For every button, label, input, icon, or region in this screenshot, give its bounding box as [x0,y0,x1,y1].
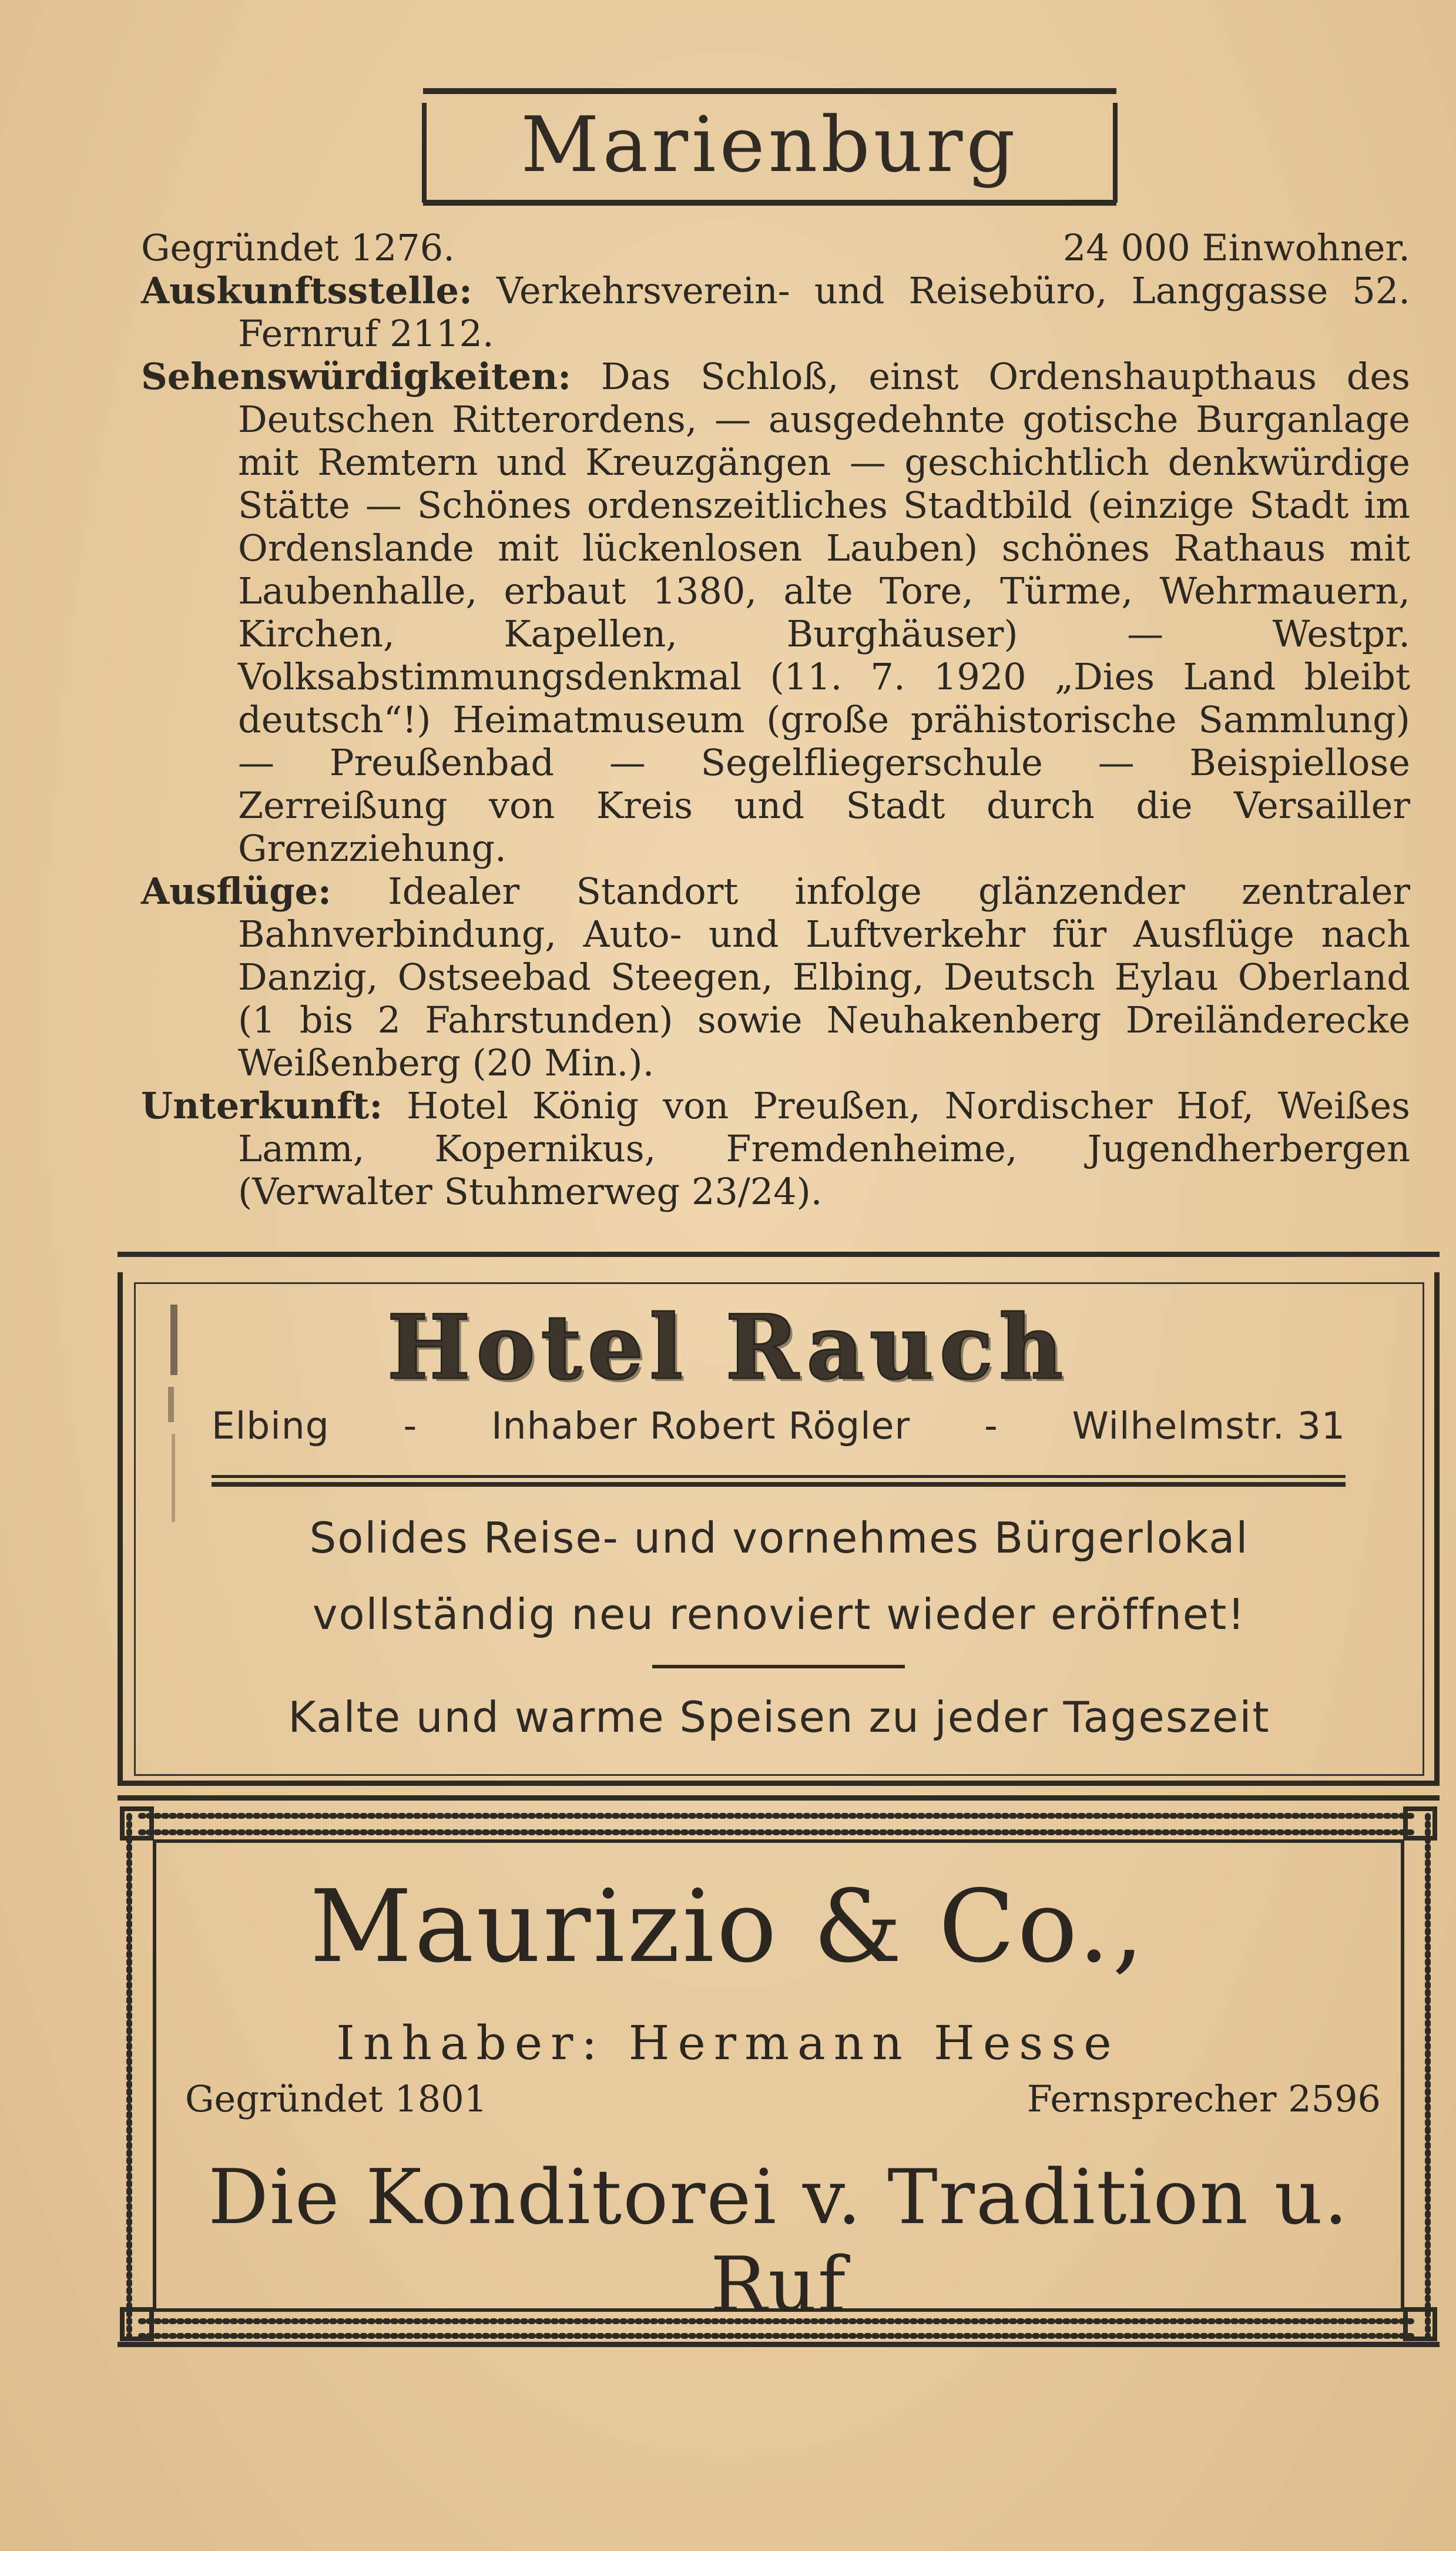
info-entry-auskunft [141,269,1410,355]
sights-label: Sehenswürdigkeiten: [141,355,572,398]
maurizio-name: Maurizio & Co., [310,1869,1146,1985]
hotel-address: Wilhelmstr. 31 [1072,1404,1346,1447]
info-entry-lodging [141,1084,1410,1213]
hotel-ad-bottom-rule [118,1781,1440,1786]
hotel-tagline-2: vollständig neu renoviert wieder eröffnet! [312,1590,1246,1639]
maurizio-outer-top-rule [118,1795,1440,1801]
maurizio-owner: Inhaber: Hermann Hesse [336,2016,1120,2070]
hotel-city: Elbing [212,1404,330,1447]
title-frame [423,88,1116,206]
page-title: Marienburg [521,100,1019,189]
population-text: 24 000 Einwohner. [1062,226,1410,269]
hotel-divider-thin [212,1475,1346,1478]
hotel-ad-top-rule [118,1252,1440,1257]
maurizio-slogan: Die Konditorei v. Tradition u. Ruf [208,2154,1349,2329]
maurizio-inner-top-rule [153,1839,1404,1843]
lodging-label: Unterkunft: [141,1084,383,1127]
trips-text: Idealer Standort infolge glänzender zentraler Bahnverbindung, Auto- und Luftverkehr für Ausflüge nach Danzig, Ostseebad Steegen, Elbing, Deutsch Eylau Oberland (1 bis 2 Fahrstunden) sowie Neuhakenberg Dreiländerecke Weißenberg (20 Min.). [238,870,1410,1084]
hotel-owner: Inhaber Robert Rögler [491,1404,911,1447]
auskunft-label: Auskunftsstelle: [141,269,472,312]
hotel-name: Hotel Rauch [387,1296,1069,1399]
city-info [141,226,1410,1213]
founding-row [141,226,1410,269]
info-entry-trips [141,870,1410,1084]
maurizio-outer-bottom-rule [118,2342,1440,2347]
maurizio-phone: Fernsprecher 2596 [1026,2077,1381,2120]
founded-text: Gegründet 1276. [141,226,455,269]
maurizio-founded: Gegründet 1801 [185,2077,488,2120]
sights-text: Das Schloß, einst Ordenshaupthaus des Deutschen Ritterordens, — ausgedehnte gotische Burganlage mit Remtern und Kreuzgängen — geschichtlich denkwürdige Stätte — Schönes ordenszeitliches Stadtbild (einzige Stadt im Ordenslande mit lückenlosen Lauben) schönes Rathaus mit Laubenhalle, erbaut 1380, alte Tore, Türme, Wehrmauern, Kirchen, Kapellen, Burghäuser) — Westpr. Volksabstimmungsdenkmal (11. 7. 1920 „Dies Land bleibt deutsch“!) Heimatmuseum (große prähistorische Sammlung) — Preußenbad — Segelfliegerschule — Beispiellose Zerreißung von Kreis und Stadt durch die Versailler Grenzziehung. [238,355,1410,870]
hotel-tagline-3: Kalte und warme Speisen zu jeder Tageszeit [288,1692,1270,1742]
hotel-subline [212,1404,1346,1447]
auskunft-text: Verkehrsverein- und Reisebüro, Langgasse 52. Fernruf 2112. [238,269,1410,355]
hotel-separator: - [403,1404,418,1447]
trips-label: Ausflüge: [141,870,331,913]
hotel-divider-thick [212,1482,1346,1487]
info-entry-sights [141,355,1410,870]
lodging-text: Hotel König von Preußen, Nordischer Hof, Weißes Lamm, Kopernikus, Fremdenheime, Jugendherbergen (Verwalter Stuhmerweg 23/24). [238,1084,1411,1213]
hotel-short-divider [652,1665,905,1668]
hotel-separator: - [984,1404,998,1447]
hotel-tagline-1: Solides Reise- und vornehmes Bürgerlokal [309,1513,1249,1563]
maurizio-info-row [185,2077,1381,2120]
